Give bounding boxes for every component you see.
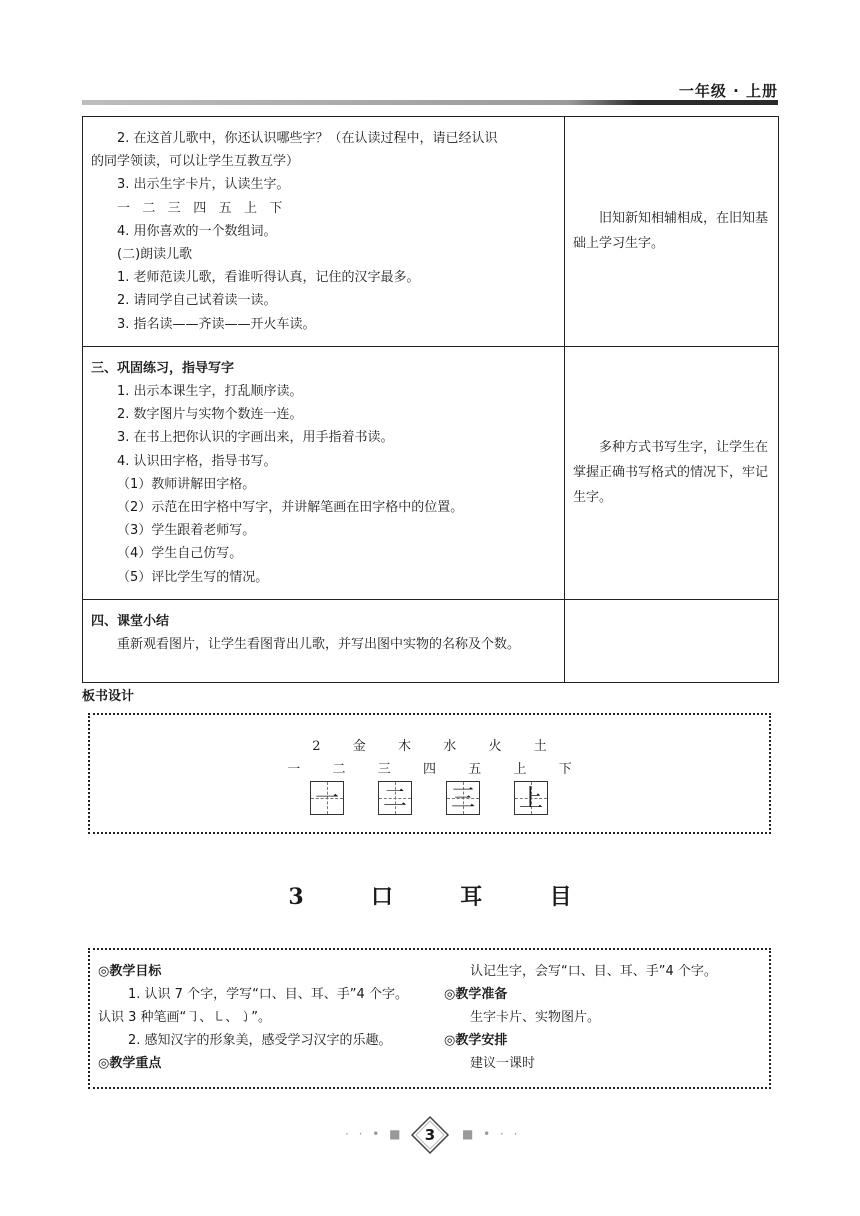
text-line: 的同学领读，可以让学生互教互学） (91, 154, 300, 170)
table-row (83, 117, 779, 347)
preparation-text: 生字卡片、实物图片。 (470, 1010, 601, 1025)
board-line: 2 金 木 水 火 土 (312, 739, 547, 754)
teaching-note: 多种方式书写生字，让学生在掌握正确书写格式的情况下，牢记生字。 (573, 440, 769, 506)
text-line: 2. 数字图片与实物个数连一连。 (117, 407, 303, 423)
grid-char: 三 (451, 784, 475, 812)
board-design-title: 板书设计 (82, 689, 135, 704)
grid-char: 上 (519, 784, 543, 812)
grid-char: 二 (383, 784, 407, 812)
board-design-box (88, 713, 771, 834)
lesson-title: 3 口 耳 目 (288, 884, 572, 910)
table-cell-right (565, 599, 779, 682)
table-row (83, 599, 779, 682)
key-points-text: 认记生字，会写“口、目、耳、手”4 个字。 (470, 964, 717, 979)
tianzige-cell (378, 781, 412, 815)
arrangement-heading: ◎教学安排 (444, 1033, 508, 1048)
teaching-note: 旧知新知相辅相成，在旧知基础上学习生字。 (573, 211, 769, 252)
text-line: 3. 指名读——齐读——开火车读。 (117, 316, 316, 332)
table-cell-right (565, 117, 779, 347)
goal-item: 认识 3 种笔画“㇆、㇄、㇁”。 (98, 1010, 272, 1025)
table-cell-right (565, 346, 779, 599)
page-number-badge (410, 1115, 450, 1155)
table-cell-left (83, 346, 565, 599)
grid-char: 一 (315, 784, 339, 812)
text-line: 4. 用你喜欢的一个数组词。 (117, 223, 277, 239)
text-line: 4. 认识田字格，指导书写。 (117, 453, 277, 469)
header-label: 一年级 · 上册 (678, 82, 778, 100)
text-line: 一 二 三 四 五 上 下 (117, 200, 283, 216)
tianzige-cell (310, 781, 344, 815)
goal-item: 1. 认识 7 个字，学写“口、目、耳、手”4 个字。 (128, 987, 408, 1002)
section-heading: 三、巩固练习，指导写字 (91, 360, 235, 376)
decorative-dots-left: · · • ■ (345, 1127, 404, 1141)
arrangement-text: 建议一课时 (470, 1056, 536, 1071)
goals-heading: ◎教学目标 (98, 964, 162, 979)
board-line: 一 二 三 四 五 上 下 (287, 762, 572, 777)
lesson-plan-table (82, 116, 779, 683)
text-line: 2. 请同学自己试着读一读。 (117, 293, 277, 309)
text-line: （5）评比学生写的情况。 (117, 569, 269, 585)
text-line: （4）学生自己仿写。 (117, 546, 243, 562)
header-bar (82, 100, 778, 105)
text-line: （2）示范在田字格中写字，并讲解笔画在田字格中的位置。 (117, 500, 464, 516)
text-paragraph: 重新观看图片，让学生看图背出儿歌，并写出图中实物的名称及个数。 (117, 637, 521, 653)
text-line: 3. 在书上把你认识的字画出来，用手指着书读。 (117, 430, 394, 446)
text-line: (二)朗读儿歌 (117, 247, 193, 263)
tianzige-cell (514, 781, 548, 815)
tianzige-cell (446, 781, 480, 815)
text-line: （3）学生跟着老师写。 (117, 523, 256, 539)
goals-column-right (444, 960, 764, 1075)
text-line: 3. 出示生字卡片，认读生字。 (117, 177, 290, 193)
table-cell-left (83, 599, 565, 682)
text-line: 1. 老师范读儿歌，看谁听得认真，记住的汉字最多。 (117, 270, 420, 286)
goals-column-left (98, 960, 448, 1075)
table-row (83, 346, 779, 599)
table-cell-left (83, 117, 565, 347)
text-line: （1）教师讲解田字格。 (117, 476, 256, 492)
decorative-dots-right: ■ • · · (462, 1127, 521, 1141)
section-heading: 四、课堂小结 (91, 613, 170, 629)
text-line: 1. 出示本课生字，打乱顺序读。 (117, 384, 303, 400)
goal-item: 2. 感知汉字的形象美，感受学习汉字的乐趣。 (128, 1033, 392, 1048)
teaching-goals-box (88, 948, 771, 1089)
preparation-heading: ◎教学准备 (444, 987, 508, 1002)
text-line: 2. 在这首儿歌中，你还认识哪些字？（在认读过程中，请已经认识 (117, 131, 498, 146)
page-number: 3 (424, 1126, 436, 1144)
key-points-heading: ◎教学重点 (98, 1056, 162, 1071)
